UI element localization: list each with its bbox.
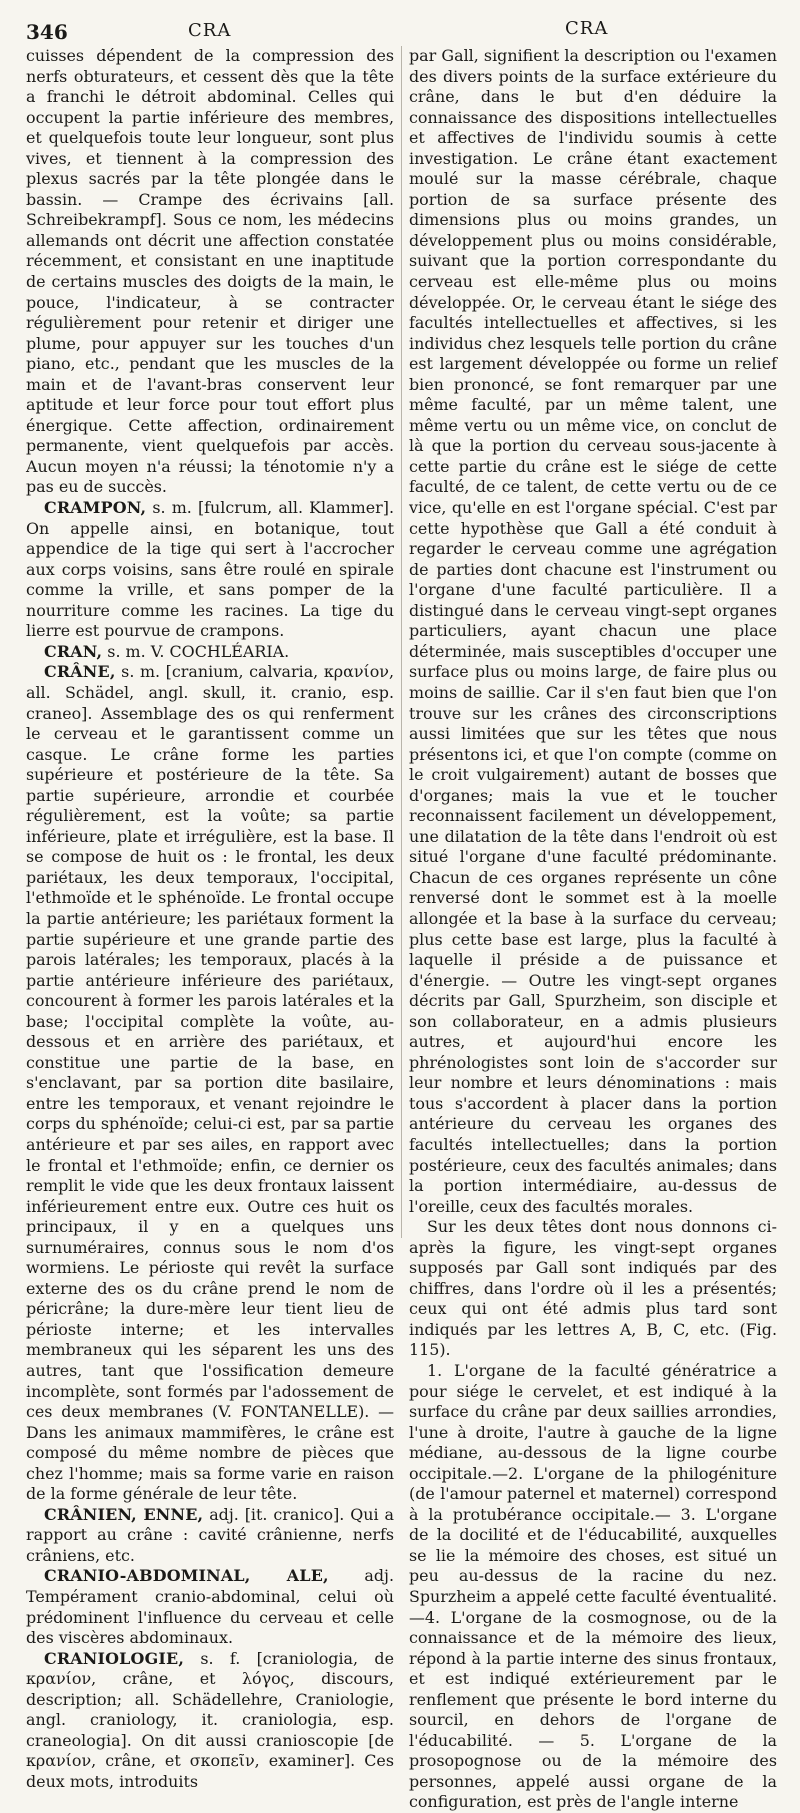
entry-cran <box>26 642 394 663</box>
definition-cran: s. m. V. COCHLÉARIA. <box>107 641 290 661</box>
running-head-left: CRA <box>188 20 232 41</box>
column-divider <box>401 46 402 1238</box>
entry-crane <box>26 662 394 1504</box>
entry-cranien <box>26 1505 394 1567</box>
definition-crampon: s. m. [fulcrum, all. Klammer]. On appelle ainsi, en botanique, tout appendice de la tige qui sert à l'accrocher aux corps voisins, sans être roulé en spirale comme la vrille, et sans pomper de la nourriture comme les racines. La tige du lierre est pourvue de crampons. <box>26 498 394 641</box>
crampe-continuation-paragraph: cuisses dépendent de la compression des nerfs obturateurs, et cessent dès que la tête a franchi le détroit abdominal. Celles qui occupent la partie inférieure des membres, et quelquefois toute leur longueur, sont plus vives, et tiennent à la compression des plexus sacrés par la tête plongée dans le bassin. — Crampe des écrivains [all. Schreibekrampf]. Sous ce nom, les médecins allemands ont décrit une affection constatée récemment, et consistant en une inaptitude de certains muscles des doigts de la main, le pouce, l'indicateur, à se contracter régulièrement pour retenir et diriger une plume, pour appuyer sur les touches d'un piano, etc., pendant que les muscles de la main et de l'avant-bras conservent leur aptitude et leur force pour tout effort plus énergique. Cette affection, ordinairement permanente, vient quelquefois par accès. Aucun moyen n'a réussi; la ténotomie n'y a pas eu de succès. <box>26 46 394 497</box>
figure-reference-paragraph: Sur les deux têtes dont nous donnons ci-après la figure, les vingt-sept organes supposés par Gall sont indiqués par des chiffres, dans l'ordre où il les a présentés; ceux qui ont été admis plus tard sont indiqués par les lettres A, B, C, etc. (Fig. 115). <box>409 1217 777 1360</box>
headword-crampon: CRAMPON, <box>44 498 147 518</box>
craniologie-continuation-paragraph: par Gall, signifient la description ou l'examen des divers points de la surface extérieure du crâne, dans le but d'en déduire la connaissance des dispositions intellectuelles et affectives de l'individu soumis à cette investigation. Le crâne étant exactement moulé sur la masse cérébrale, chaque portion de sa surface présente des dimensions plus ou moins grandes, un développement plus ou moins considérable, suivant que la portion correspondante du cerveau est elle-même plus ou moins développée. Or, le cerveau étant le siége des facultés intellectuelles et affectives, si les individus chez lesquels telle portion du crâne est largement développée ou forme un relief bien prononcé, se font remarquer par une même faculté, par un même talent, une même vertu ou un même vice, on conclut de là que la portion du cerveau sous-jacente à cette partie du crâne est le siége de cette faculté, de ce talent, de cette vertu ou de ce vice, qu'elle en est l'organe spécial. C'est par cette hypothèse que Gall a été conduit à regarder le cerveau comme une agrégation de parties dont chacune est l'instrument ou l'organe d'une faculté particulière. Il a distingué dans le cerveau vingt-sept organes particuliers, ayant chacun une place déterminée, mais susceptibles d'occuper une surface plus ou moins large, de faire plus ou moins de saillie. Car il s'en faut bien que l'on trouve sur les crânes des circonscriptions aussi limitées que sur les têtes que nous présentons ici, et que l'on compte (comme on le croit vulgairement) autant de bosses que d'organes; mais la vue et le toucher reconnaissent facilement un développement, une dilatation de la tête dans l'endroit où est situé l'organe d'une faculté prédominante. Chacun de ces organes représente un cône renversé dont le sommet est à la moelle allongée et la base à la surface du cerveau; plus cette base est large, plus la faculté à laquelle il préside a de puissance et d'énergie. — Outre les vingt-sept organes décrits par Gall, Spurzheim, son disciple et son collaborateur, en a admis plusieurs autres, et aujourd'hui encore les phrénologistes sont loin de s'accorder sur leur nombre et leurs dénominations : mais tous s'accordent à placer dans la portion antérieure du cerveau les organes des facultés intellectuelles; dans la portion postérieure, ceux des facultés animales; dans la portion intermédiaire, au-dessus de l'oreille, ceux des facultés morales. <box>409 46 777 1216</box>
headword-cran: CRAN, <box>44 641 103 661</box>
left-column <box>26 46 394 1791</box>
definition-craniologie: s. f. [craniologia, de κρανίον, crâne, et λόγος, discours, description; all. Schädellehre, Craniologie, angl. craniology, it. craniologia, esp. craneologia]. On dit aussi cranioscopie [de κρανίον, crâne, et σκοπεῖν, examiner]. Ces deux mots, introduits <box>26 1648 394 1791</box>
entry-crampon <box>26 498 394 642</box>
running-head-right: CRA <box>565 18 609 39</box>
headword-crane: CRÂNE, <box>44 662 116 682</box>
entry-cranio-abdominal <box>26 1566 394 1648</box>
right-column <box>409 46 777 1812</box>
page-number: 346 <box>26 20 68 44</box>
definition-crane: s. m. [cranium, calvaria, κρανίον, all. Schädel, angl. skull, it. cranio, esp. craneo]. Assemblage des os qui renferment le cerveau et le garantissent comme un casque. Le crâne forme les parties supérieure et postérieure de la tête. Sa partie supérieure, arrondie et courbée régulièrement, est la voûte; sa partie inférieure, plate et irrégulière, est la base. Il se compose de huit os : le frontal, les deux pariétaux, les deux temporaux, l'occipital, l'ethmoïde et le sphénoïde. Le frontal occupe la partie antérieure; les pariétaux forment la partie supérieure et une grande partie des parois latérales; les temporaux, placés à la partie antérieure inférieure des pariétaux, concourent à former les parois latérales et la base; l'occipital complète la voûte, au-dessous et en arrière des pariétaux, et constitue une partie de la base, en s'enclavant, par sa portion dite basilaire, entre les temporaux, et venant rejoindre le corps du sphénoïde; celui-ci est, par sa partie antérieure et par ses ailes, en rapport avec le frontal et l'ethmoïde; enfin, ce dernier os remplit le vide que les deux frontaux laissent inférieurement entre eux. Outre ces huit os principaux, il y en a quelques uns surnuméraires, connus sous le nom d'os wormiens. Le périoste qui revêt la surface externe des os du crâne prend le nom de péricrâne; la dure-mère leur tient lieu de périoste interne; et les intervalles membraneux qui les séparent les uns des autres, tant que l'ossification demeure incomplète, sont formés par l'adossement de ces deux membranes (V. FONTANELLE). — Dans les animaux mammifères, le crâne est composé du même nombre de pièces que chez l'homme; mais sa forme varie en raison de la forme générale de leur tête. <box>26 662 394 1504</box>
definition-cranio-abdominal: adj. Tempérament cranio-abdominal, celui où prédominent l'influence du cerveau et celle des viscères abdominaux. <box>26 1566 394 1648</box>
definition-cranien: adj. [it. cranico]. Qui a rapport au crâne : cavité crânienne, nerfs crâniens, etc. <box>26 1504 394 1565</box>
headword-cranien: CRÂNIEN, ENNE, <box>44 1504 204 1524</box>
page-header <box>0 14 800 44</box>
organs-list-paragraph: 1. L'organe de la faculté génératrice a pour siége le cervelet, et est indiqué à la surface du crâne par deux saillies arrondies, l'une à droite, l'autre à gauche de la ligne médiane, au-dessous de la ligne courbe occipitale.—2. L'organe de la philogéniture (de l'amour paternel et maternel) correspond à la protubérance occipitale.— 3. L'organe de la docilité et de l'éducabilité, auxquelles se lie la mémoire des choses, est situé un peu au-dessus de la racine du nez. Spurzheim a appelé cette faculté éventualité.—4. L'organe de la cosmognose, ou de la connaissance et de la mémoire des lieux, répond à la partie interne des sinus frontaux, et est indiqué extérieurement par le renflement que présente le bord interne du sourcil, en dehors de l'organe de l'éducabilité. — 5. L'organe de la prosopognose ou de la mémoire des personnes, appelé aussi organe de la configuration, est près de l'angle interne <box>409 1361 777 1812</box>
entry-craniologie <box>26 1649 394 1793</box>
headword-cranio-abdominal: CRANIO-ABDOMINAL, ALE, <box>44 1566 329 1586</box>
headword-craniologie: CRANIOLOGIE, <box>44 1648 185 1668</box>
